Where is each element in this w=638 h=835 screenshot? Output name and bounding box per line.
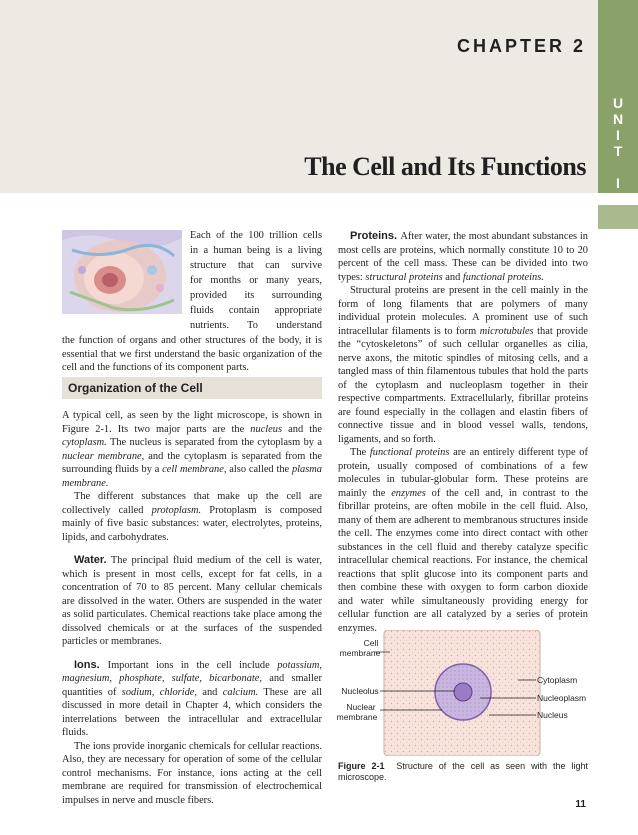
proteins-heading: Proteins.: [350, 230, 401, 242]
intro-line: nutrients. To understand: [190, 320, 322, 331]
unit-tab-letter: [598, 159, 638, 175]
chapter-label: CHAPTER 2: [456, 36, 586, 56]
text-run: and the: [282, 423, 322, 435]
label-nucleus: Nucleus: [537, 710, 568, 720]
emphasized-term: potassium, magnesium, phosphate, sulfate, bicarbonate,: [62, 659, 322, 684]
label-cell-membrane-1: Cell: [363, 638, 379, 648]
nucleolus-shape: [454, 683, 472, 701]
unit-tab-letter: I: [616, 127, 620, 143]
water-heading: Water.: [74, 554, 107, 566]
organization-paragraph-2: [62, 490, 322, 544]
unit-tab-letter: I: [616, 175, 620, 191]
chapter-title: The Cell and Its Functions: [304, 152, 586, 181]
text-run: and: [196, 686, 223, 698]
proteins-paragraph-2: [338, 284, 588, 446]
ions-paragraph-1: [62, 659, 322, 740]
unit-tab-label: [598, 95, 638, 191]
text-run: of the cell and, in contrast to the fibrillar proteins, are often mobile in the cell fluid. Also, many of them are adherent to membranous structures inside the cell. The enzymes come into direct contact with other substances in the cell fluid and thereby catalyze specific intracellular chemical reactions. For instance, the chemical reactions that split glucose into its component parts and then combine these with oxygen to form carbon dioxide and water while simultaneously providing energy for cellular function are all catalyzed by a series of protein enzymes.: [338, 487, 589, 634]
unit-tab-letter: N: [612, 111, 624, 127]
unit-tab-letter: T: [613, 143, 623, 159]
unit-tab-letter: U: [612, 95, 624, 111]
intro-wrapped-text: [190, 228, 322, 333]
text-run: A typical cell, as seen by the light microscope, is shown in Figure 2-1. Its two major parts are the: [62, 410, 322, 435]
proteins-paragraph-3: [338, 446, 588, 635]
emphasized-term: nuclear membrane,: [62, 450, 145, 462]
intro-line: in a human being is a living: [190, 245, 322, 256]
text-run: Structural proteins are present in the cell mainly in the form of long filaments that are polymers of many individual protein molecules. A prominent use of such intracellular filaments is to form: [338, 285, 588, 337]
unit-tab-secondary: [598, 205, 638, 229]
intro-line: fluids contain appropriate: [190, 305, 322, 316]
text-run: The: [350, 447, 370, 458]
label-nucleolus: Nucleolus: [341, 686, 379, 696]
section-heading: Organization of the Cell: [68, 381, 203, 395]
water-text: The principal fluid medium of the cell is water, which is present in most cells, except for fat cells, in a concentration of 70 to 85 percent. Many cellular chemicals are dissolved in the water. Others are suspended in the water as solid particulates. Chemical reactions take place among the dissolved chemicals or at the surfaces of the suspended particles or membranes.: [62, 555, 322, 647]
right-column: [338, 230, 588, 635]
proteins-paragraph-1: [338, 230, 588, 284]
intro-line: provided its surrounding: [190, 290, 322, 301]
figure-caption: [338, 761, 588, 783]
emphasized-term: cytoplasm.: [62, 437, 107, 448]
text-run: The nucleus is separated from the cytoplasm by a: [106, 437, 322, 448]
emphasized-term: functional proteins.: [462, 271, 544, 283]
text-run: are an entirely different type of protein, usually composed of combinations of a few molecules in tubular-globular form. These proteins are mainly the: [338, 447, 588, 499]
text-run: After water, the most abundant substances in most cells are proteins, which normally constitute 10 to 20 percent of the cell mass. These can be divided into two types:: [338, 231, 589, 283]
text-run: and the cytoplasm is separated from the surrounding fluids by a: [62, 450, 323, 475]
emphasized-term: sodium, chloride,: [121, 686, 197, 698]
left-column: [62, 409, 322, 807]
water-paragraph: [62, 554, 322, 649]
chapter-opener-image: [62, 230, 182, 314]
label-nuclear-membrane-1: Nuclear: [346, 702, 376, 712]
label-cell-membrane-2: membrane: [339, 648, 381, 658]
text-run: Important ions in the cell include: [107, 659, 278, 671]
emphasized-term: cell membrane,: [162, 464, 227, 475]
intro-rest: the function of organs and other structures of the body, it is essential that we first understand the basic organization of the cell and the functions of its component parts.: [62, 335, 322, 373]
figure-caption-text: Structure of the cell as seen with the light microscope.: [338, 761, 588, 782]
emphasized-term: microtubules: [479, 325, 534, 337]
intro-line: for months or many years,: [190, 275, 322, 286]
emphasized-term: protoplasm.: [151, 504, 202, 516]
cell-structure-figure: [330, 630, 592, 756]
intro-line: Each of the 100 trillion cells: [190, 230, 322, 241]
label-nuclear-membrane-2: membrane: [336, 712, 378, 722]
emphasized-term: enzymes: [391, 487, 426, 499]
emphasized-term: structural proteins: [365, 271, 443, 283]
emphasized-term: plasma membrane.: [62, 464, 322, 489]
ions-heading: Ions.: [74, 658, 108, 671]
emphasized-term: nucleus: [250, 423, 283, 435]
intro-paragraph: [62, 334, 322, 375]
figure-caption-label: Figure 2-1: [338, 761, 385, 771]
unit-tab-divider: [598, 193, 638, 195]
label-nucleoplasm: Nucleoplasm: [537, 693, 587, 703]
text-run: The different substances that make up the cell are collectively called: [62, 491, 322, 516]
ions-paragraph-2: The ions provide inorganic chemicals for cellular reactions. Also, they are necessary for operation of some of the cellular control mechanisms. For instance, ions acting at the cell membrane are required for transmission of electrochemical impulses in nerve and muscle fibers.: [62, 740, 322, 806]
intro-line: structure that can survive: [190, 260, 322, 271]
text-run: and smaller quantities of: [62, 673, 323, 698]
text-run: and: [442, 271, 463, 283]
text-run: also called the: [226, 464, 292, 475]
organization-paragraph-1: [62, 409, 322, 490]
text-run: These are all discussed in more detail in Chapter 4, which considers the interrelations between the intracellular and extracellular fluids.: [62, 686, 322, 738]
text-run: that provide the “cytoskeletons” of such cellular organelles as cilia, nerve axons, the mitotic spindles of mitosing cells, and a tangled mass of thin filamentous tubules that hold the parts of the cytoplasm and nucleoplasm together in their respective compartments. Extracellularly, fibrillar proteins are found especially in the collagen and elastin fibers of connective tissue and in blood vessel walls, tendons, ligaments, and so forth.: [338, 325, 588, 445]
emphasized-term: functional proteins: [369, 447, 450, 458]
page-number: 11: [575, 799, 586, 810]
text-run: Protoplasm is composed mainly of five basic substances: water, electrolytes, proteins, lipids, and carbohydrates.: [62, 504, 322, 543]
emphasized-term: calcium.: [222, 686, 259, 698]
label-cytoplasm: Cytoplasm: [537, 675, 578, 685]
